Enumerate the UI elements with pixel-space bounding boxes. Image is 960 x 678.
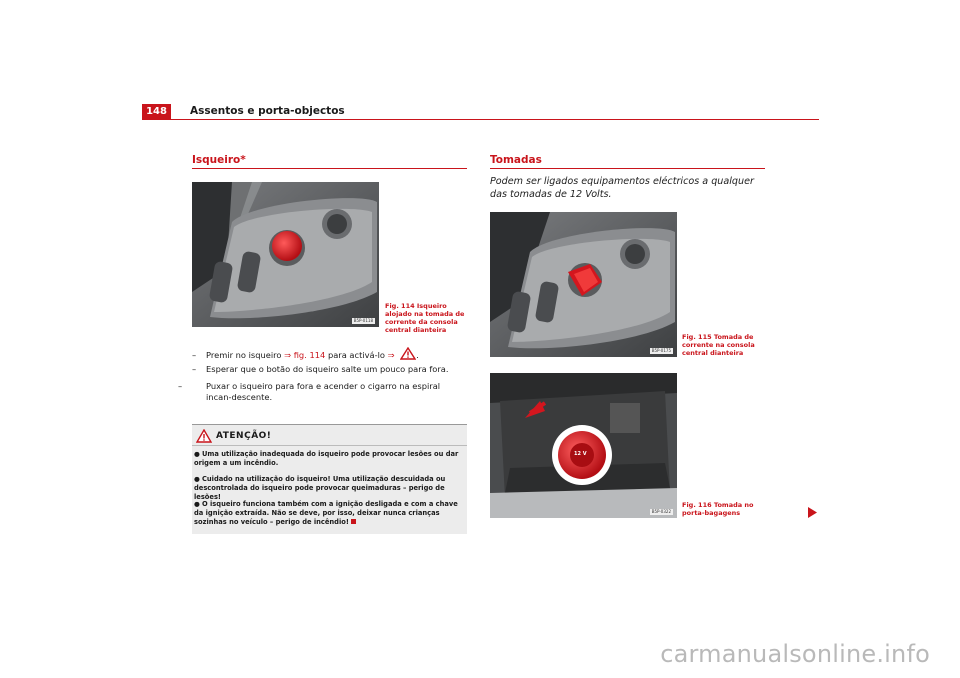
warning-item-text: Uma utilização inadequada do isqueiro pode provocar lesões ou dar origem a um incêndio. [194, 450, 459, 467]
warning-triangle-icon [400, 347, 416, 360]
step-dash: – [192, 350, 197, 360]
step-1-text-2: para activá-lo [325, 350, 388, 360]
figure-caption-116: Fig. 116 Tomada no porta-bagagens [682, 501, 754, 517]
section-title-lighter: Isqueiro* [192, 154, 246, 166]
sockets-intro: Podem ser ligados equipamentos eléctricos a qualquer das tomadas de 12 Volts. [490, 176, 754, 200]
header-rule [142, 119, 819, 120]
figure-code: B5P-0175 [651, 348, 671, 353]
bullet-icon: ● [194, 500, 200, 508]
step-dash: – [178, 381, 183, 391]
bullet-icon: ● [194, 450, 200, 458]
figure-lighter-console [192, 182, 379, 327]
warning-triangle-icon [196, 429, 212, 443]
figure-code: B5P-0118 [353, 318, 373, 323]
step-3 [178, 381, 467, 403]
page-number: 148 [142, 104, 171, 119]
link-arrow-warning[interactable]: ⇒ [387, 350, 395, 360]
warning-rule [192, 445, 467, 446]
section-rule-lighter [192, 168, 467, 169]
step-1-text: Premir no isqueiro [206, 350, 285, 360]
warning-item-text: Cuidado na utilização do isqueiro! Uma utilização descuidada ou descontrolada do isqueiro pode provocar queimaduras – perigo de lesões! [194, 475, 446, 501]
step-3-text: Puxar o isqueiro para fora e acender o cigarro na espiral incan-descente. [206, 381, 441, 402]
running-head: Assentos e porta-objectos [190, 105, 345, 117]
end-mark-icon [351, 519, 356, 524]
section-rule-sockets [490, 168, 765, 169]
link-arrow[interactable]: ⇒ [284, 350, 292, 360]
figure-link[interactable]: fig. 114 [293, 350, 326, 360]
figure-caption-114: Fig. 114 Isqueiro alojado na tomada de corrente da consola central dianteira [385, 302, 465, 334]
figure-code: B5P-0322 [651, 509, 671, 514]
step-1-text-3: . [416, 350, 419, 360]
warning-title: ATENÇÃO! [216, 431, 272, 441]
socket-label: 12 V [574, 451, 587, 457]
next-page-arrow-icon[interactable] [808, 507, 817, 518]
warning-box [192, 424, 467, 534]
figure-caption-115: Fig. 115 Tomada de corrente na consola central dianteira [682, 333, 755, 357]
step-dash: – [192, 364, 197, 374]
step-2 [192, 364, 467, 375]
warning-item-3 [194, 500, 466, 527]
figure-socket-trunk [490, 373, 677, 518]
step-1 [192, 347, 467, 361]
bullet-icon: ● [194, 475, 200, 483]
warning-item-1 [194, 450, 466, 468]
watermark: carmanualsonline.info [660, 640, 930, 668]
step-2-text: Esperar que o botão do isqueiro salte um pouco para fora. [206, 364, 449, 374]
figure-socket-console [490, 212, 677, 357]
warning-item-text: O isqueiro funciona também com a ignição desligada e com a chave da ignição extraída. Não se deve, por isso, deixar nunca crianças sozinhas no veículo – perigo de incêndio! [194, 500, 458, 526]
section-title-sockets: Tomadas [490, 154, 542, 166]
warning-item-2 [194, 475, 466, 502]
